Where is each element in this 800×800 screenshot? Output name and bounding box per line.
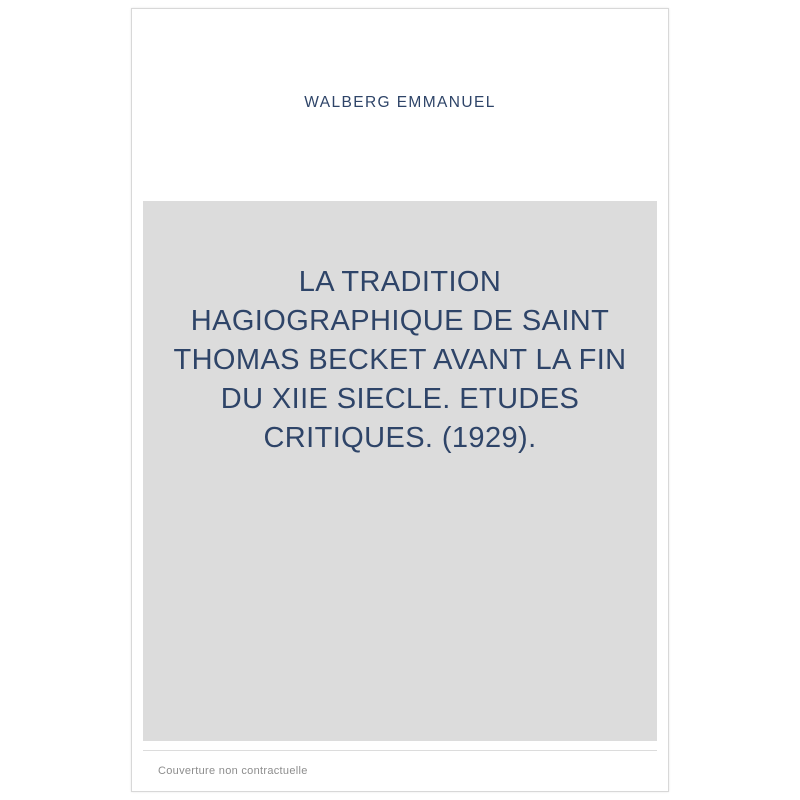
cover-disclaimer: Couverture non contractuelle [158,765,308,777]
author-name: WALBERG EMMANUEL [304,94,496,111]
footer-divider [143,750,657,751]
title-panel [143,201,657,741]
book-title: LA TRADITION HAGIOGRAPHIQUE DE SAINT THOMAS BECKET AVANT LA FIN DU XIIE SIECLE. ETUDES CRITIQUES. (1929). [173,266,627,454]
book-cover-sheet [131,8,669,792]
